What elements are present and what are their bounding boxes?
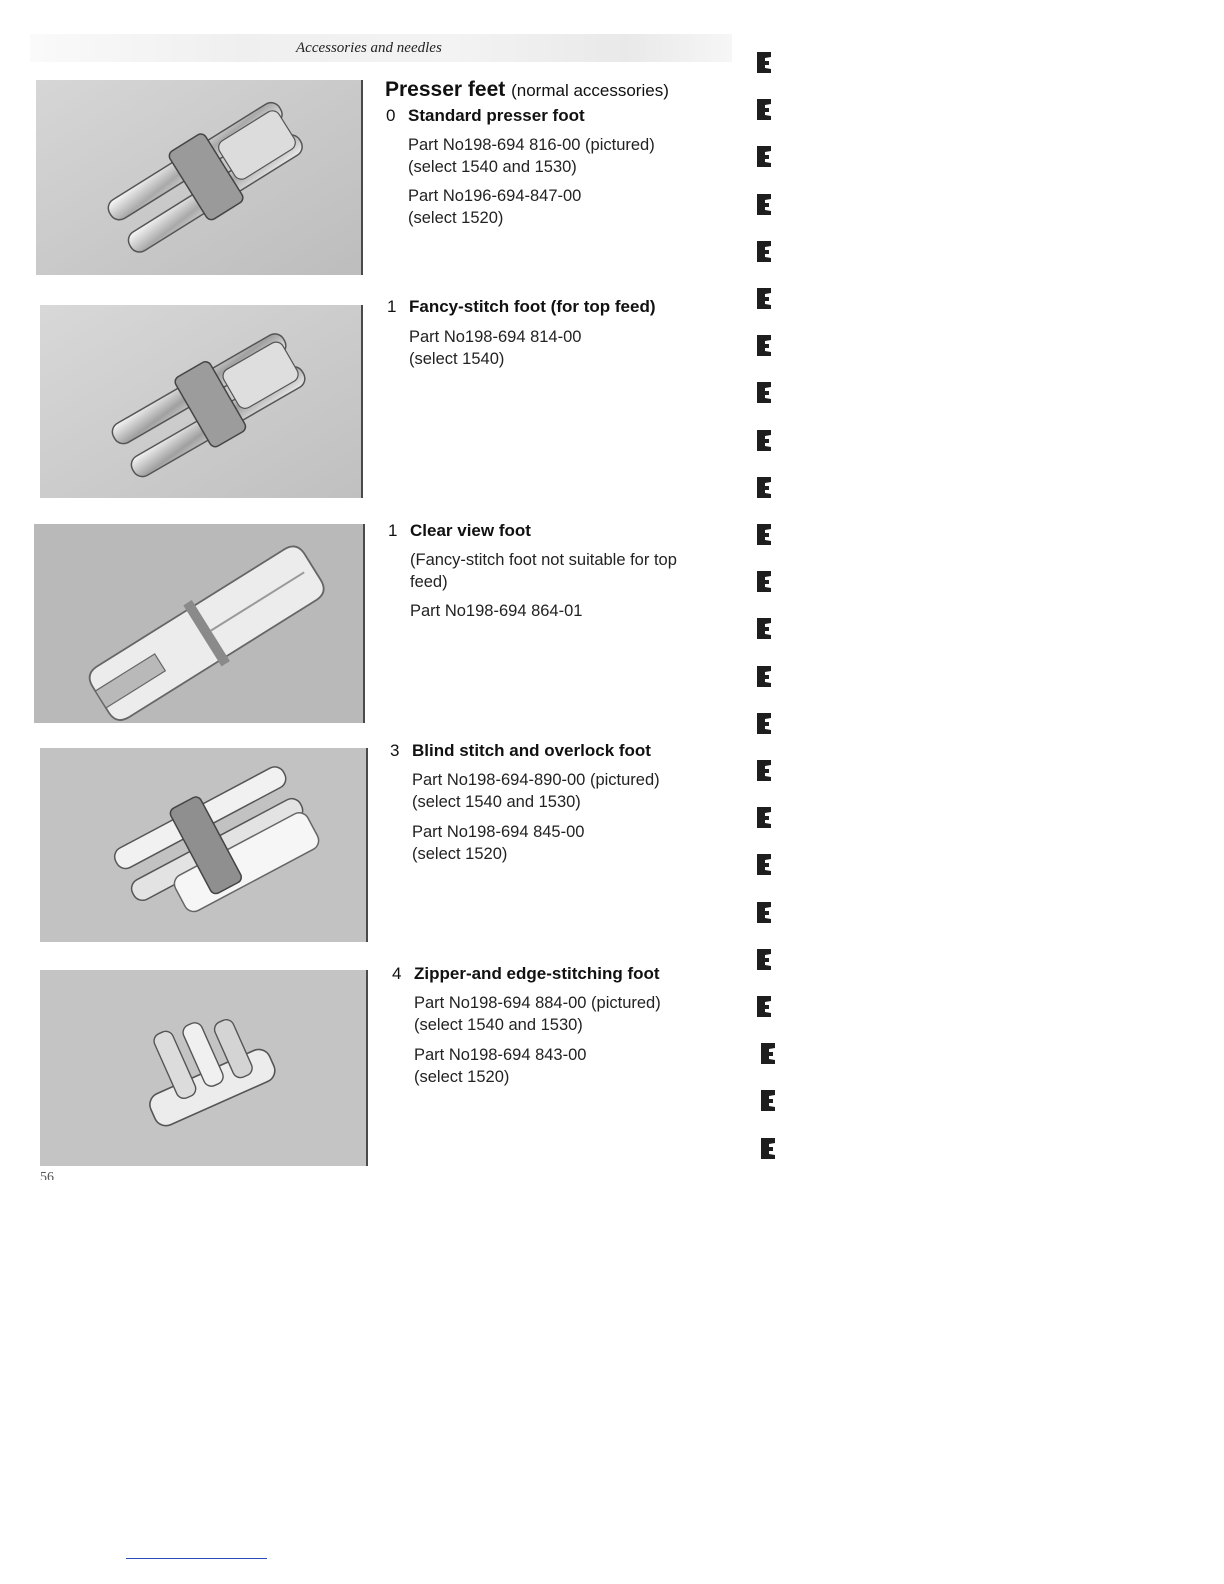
item-title: Zipper-and edge-stitching foot: [414, 964, 660, 983]
item-text-line: (select 1520): [408, 209, 504, 227]
item-number: 0: [386, 106, 396, 125]
running-head: Accessories and needles: [296, 40, 442, 56]
binding-mark: [756, 522, 776, 546]
item-heading: [387, 297, 655, 317]
binding-mark: [756, 900, 776, 924]
binding-mark: [756, 616, 776, 640]
binding-mark: [756, 192, 776, 216]
binding-mark: [756, 852, 776, 876]
photo-zipper-foot: [40, 970, 368, 1166]
binding-mark: [756, 947, 776, 971]
item-text-line: (select 1540): [409, 350, 505, 368]
section-title-text: Presser feet: [385, 78, 506, 101]
item-text-line: Part No198-694 843-00: [414, 1046, 587, 1064]
item-heading: [388, 521, 531, 541]
item-text-line: Part No196-694-847-00: [408, 187, 582, 205]
binding-mark: [756, 758, 776, 782]
item-title: Blind stitch and overlock foot: [412, 741, 651, 760]
item-text-line: (Fancy-stitch foot not suitable for top: [410, 551, 677, 569]
binding-mark: [760, 1088, 780, 1112]
binding-marks: [756, 40, 796, 1180]
section-subtitle: (normal accessories): [511, 81, 669, 100]
item-text-line: (select 1540 and 1530): [412, 793, 581, 811]
item-text-line: Part No198-694 864-01: [410, 602, 583, 620]
item-title: Standard presser foot: [408, 106, 585, 125]
item-heading: [392, 964, 660, 984]
item-title: Clear view foot: [410, 521, 531, 540]
item-text-line: (select 1540 and 1530): [408, 158, 577, 176]
item-text-line: (select 1520): [414, 1068, 510, 1086]
item-text-line: Part No198-694 884-00 (pictured): [414, 994, 661, 1012]
item-number: 4: [392, 964, 402, 983]
item-number: 1: [387, 297, 397, 316]
item-text-line: Part No198-694 845-00: [412, 823, 585, 841]
binding-mark: [756, 286, 776, 310]
binding-mark: [756, 380, 776, 404]
item-text-line: (select 1520): [412, 845, 508, 863]
section-title: [385, 78, 669, 102]
binding-mark: [756, 805, 776, 829]
item-title: Fancy-stitch foot (for top feed): [409, 297, 656, 316]
binding-mark: [756, 994, 776, 1018]
binding-mark: [756, 239, 776, 263]
item-number: 3: [390, 741, 400, 760]
binding-mark: [756, 475, 776, 499]
item-text-line: Part No198-694-890-00 (pictured): [412, 771, 660, 789]
binding-mark: [756, 333, 776, 357]
photo-standard-presser-foot: [36, 80, 363, 275]
photo-clear-view-foot: [34, 524, 365, 723]
binding-mark: [756, 569, 776, 593]
binding-mark: [756, 428, 776, 452]
binding-mark: [756, 144, 776, 168]
binding-mark: [756, 97, 776, 121]
item-text-line: Part No198-694 816-00 (pictured): [408, 136, 655, 154]
item-heading: [390, 741, 651, 761]
item-text-line: (select 1540 and 1530): [414, 1016, 583, 1034]
item-text-line: feed): [410, 573, 448, 591]
footer-link-underline: [126, 1558, 267, 1559]
item-text-line: Part No198-694 814-00: [409, 328, 582, 346]
photo-fancy-stitch-foot: [40, 305, 363, 498]
page-number: 56: [40, 1170, 54, 1180]
item-heading: [386, 106, 585, 126]
binding-mark: [760, 1136, 780, 1160]
item-number: 1: [388, 521, 398, 540]
photo-blind-stitch-foot: [40, 748, 368, 942]
binding-mark: [756, 711, 776, 735]
binding-mark: [756, 664, 776, 688]
binding-mark: [756, 50, 776, 74]
binding-mark: [760, 1041, 780, 1065]
